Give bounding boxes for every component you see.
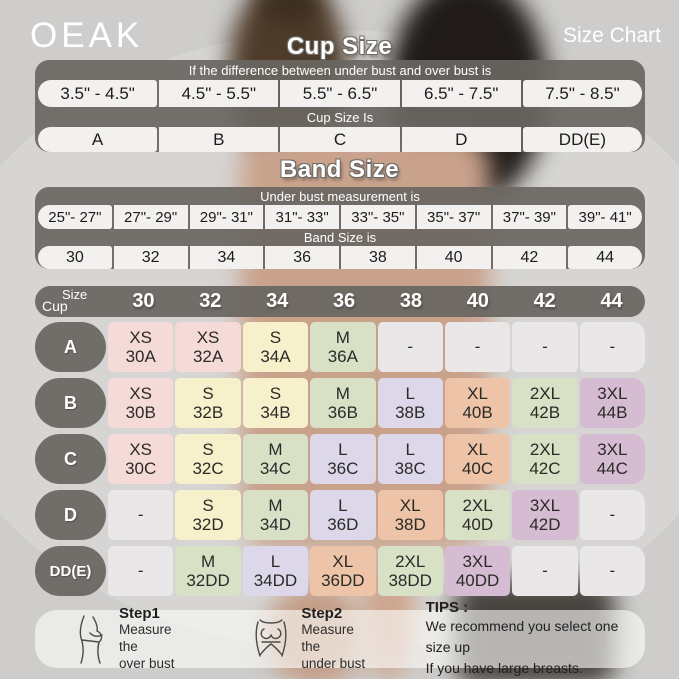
band-range-cell: 29"- 31" [190, 205, 264, 229]
matrix-cell [512, 434, 577, 484]
matrix-cell [378, 378, 443, 428]
matrix-cell [175, 378, 240, 428]
band-number-cell: 40 [417, 246, 491, 269]
cell-size: M [335, 327, 350, 347]
cell-code: 32D [192, 515, 224, 534]
cell-size: M [335, 383, 350, 403]
cell-size: - [609, 561, 616, 581]
row-label: DD(E) [35, 546, 106, 596]
matrix-cell [243, 434, 308, 484]
cell-size: - [407, 337, 414, 357]
row-label: D [35, 490, 106, 540]
matrix-row-d [35, 490, 645, 540]
cup-letter-cell: DD(E) [523, 127, 642, 152]
cell-size: M [268, 495, 283, 515]
matrix-cell [310, 546, 375, 596]
band-range-cell: 37"- 39" [493, 205, 567, 229]
band-range-cell: 25"- 27" [38, 205, 112, 229]
cell-code: 38C [394, 459, 426, 478]
matrix-cell [378, 322, 443, 372]
matrix-cell [580, 378, 645, 428]
matrix-cell [243, 490, 308, 540]
cell-size: M [200, 551, 216, 571]
cell-code: 32C [192, 459, 224, 478]
tips-text [426, 599, 645, 679]
band-range-cell: 39"- 41" [568, 205, 642, 229]
matrix-cell [243, 322, 308, 372]
band-range-cell: 27"- 29" [114, 205, 188, 229]
cell-code: 34DD [253, 571, 298, 590]
matrix-column-header: 38 [399, 290, 423, 312]
tips-line2: If you have large breasts. [425, 660, 583, 676]
matrix-cell [108, 490, 173, 540]
band-range-cell: 35"- 37" [417, 205, 491, 229]
matrix-cell [445, 322, 510, 372]
matrix-cell [512, 378, 577, 428]
matrix-row-c [35, 434, 645, 484]
cell-size: XL [467, 383, 488, 403]
cell-size: - [542, 561, 548, 581]
matrix-row-a [35, 322, 645, 372]
tips-line1: We recommend you select one size up [425, 618, 619, 655]
step1-line1: Measure the [119, 622, 172, 655]
matrix-cell [512, 322, 577, 372]
cell-size: S [269, 327, 282, 347]
cell-size: S [202, 495, 214, 515]
step1-text [119, 605, 187, 673]
matrix-cell [108, 378, 173, 428]
matrix-cell [108, 546, 173, 596]
cell-code: 38DD [388, 571, 432, 590]
cell-size: - [137, 505, 144, 525]
cell-size: - [542, 337, 548, 357]
band-number-row [35, 246, 645, 269]
row-label: C [35, 434, 106, 484]
band-number-cell: 38 [341, 246, 415, 269]
matrix-column-header: 34 [266, 290, 289, 312]
cell-code: 30B [125, 403, 156, 422]
matrix-cell [175, 322, 240, 372]
cell-code: 40DD [455, 571, 500, 590]
cell-code: 40B [462, 403, 493, 422]
matrix-cell [175, 490, 240, 540]
step2-line1: Measure the [301, 622, 354, 655]
matrix-cell [243, 378, 308, 428]
matrix-column-header: 30 [132, 290, 155, 312]
cell-code: 30A [125, 347, 156, 366]
cup-range-cell: 5.5" - 6.5" [280, 80, 399, 107]
matrix-cell [243, 546, 308, 596]
cell-code: 44B [597, 403, 628, 422]
row-label: A [35, 322, 106, 372]
cell-code: 44C [596, 459, 628, 478]
band-number-cell: 44 [568, 246, 642, 269]
cell-code: 40D [461, 515, 494, 534]
cell-size: L [405, 439, 415, 459]
cell-size: 3XL [462, 551, 493, 571]
band-range-cell: 33"- 35" [341, 205, 415, 229]
row-label: B [35, 378, 106, 428]
cup-letter-cell: D [402, 127, 521, 152]
matrix-column-header: 32 [199, 290, 222, 312]
cell-code: 34C [259, 459, 292, 478]
cell-size: XS [129, 327, 153, 347]
matrix-column-header: 36 [332, 290, 356, 312]
matrix-corner-label [35, 286, 110, 317]
cell-size: L [270, 551, 281, 571]
cup-range-cell: 7.5" - 8.5" [523, 80, 642, 107]
matrix-cell [580, 434, 645, 484]
cell-code: 36D [327, 515, 359, 534]
cup-letter-cell: A [38, 127, 157, 152]
cup-range-cell: 6.5" - 7.5" [402, 80, 521, 107]
cell-code: 30C [125, 459, 157, 478]
cell-code: 34A [260, 347, 291, 366]
matrix-cell [175, 546, 240, 596]
cell-code: 42D [529, 515, 561, 534]
band-number-cell: 42 [493, 246, 567, 269]
cell-size: XL [399, 495, 421, 515]
band-size-table [35, 187, 645, 269]
cell-code: 42C [529, 459, 561, 478]
step2-text [301, 605, 369, 673]
cup-letter-cell: C [280, 127, 399, 152]
cell-code: 42B [529, 403, 561, 422]
cup-range-cell: 4.5" - 5.5" [159, 80, 278, 107]
matrix-cell [445, 546, 510, 596]
matrix-cell [445, 490, 510, 540]
cell-code: 32DD [186, 571, 230, 590]
band-number-cell: 32 [114, 246, 188, 269]
matrix-cell [580, 546, 645, 596]
cell-size: 2XL [529, 383, 561, 403]
matrix-cell [310, 434, 375, 484]
step1-line2: over bust [119, 655, 175, 671]
cell-size: L [405, 383, 415, 403]
cell-size: 2XL [529, 439, 561, 459]
matrix-cell [108, 322, 173, 372]
matrix-cell [310, 490, 375, 540]
cell-size: L [338, 439, 348, 459]
matrix-cell [310, 378, 375, 428]
cell-code: 38B [395, 403, 426, 422]
step1-figure-icon [67, 614, 111, 664]
matrix-cell [310, 322, 375, 372]
cell-code: 36DD [321, 571, 365, 590]
cell-size: S [202, 439, 214, 459]
cell-size: - [609, 337, 616, 357]
cell-size: 2XL [395, 551, 426, 571]
cell-size: 3XL [597, 383, 628, 403]
cell-size: M [268, 439, 283, 459]
matrix-row-dde [35, 546, 645, 596]
band-size-condition: Under bust measurement is [260, 188, 420, 204]
cell-size: 2XL [462, 495, 493, 515]
matrix-cell [378, 490, 443, 540]
cell-size: S [269, 383, 282, 403]
cell-code: 34D [259, 515, 292, 534]
band-range-row [35, 205, 645, 229]
matrix-header-row [35, 286, 645, 317]
cell-size: - [474, 337, 481, 357]
band-number-cell: 34 [190, 246, 264, 269]
cell-code: 38D [394, 515, 426, 534]
cup-size-heading: Cup Size [286, 33, 393, 60]
cell-code: 36B [327, 403, 358, 422]
tips-title: TIPS : [425, 599, 469, 616]
matrix-column-header: 44 [600, 290, 623, 312]
cell-size: XL [467, 439, 488, 459]
measurement-tips-panel [35, 599, 645, 676]
cell-size: 3XL [597, 439, 628, 459]
matrix-cell [445, 434, 510, 484]
cup-size-condition: If the difference between under bust and over bust is [188, 62, 492, 78]
cell-code: 32A [192, 347, 224, 366]
step2-figure-icon [249, 614, 293, 664]
step2-title: Step2 [301, 605, 343, 623]
band-number-cell: 36 [265, 246, 339, 269]
cell-size: 3XL [529, 495, 561, 515]
matrix-cell [378, 434, 443, 484]
band-size-heading: Band Size [279, 156, 400, 183]
step1-title: Step1 [119, 605, 160, 623]
cup-size-table [35, 60, 645, 152]
step2-line2: under bust [301, 655, 366, 671]
cell-code: 36A [327, 347, 358, 366]
matrix-cell [580, 322, 645, 372]
cup-result-label: Cup Size Is [306, 109, 374, 125]
matrix-column-header: 42 [533, 290, 556, 312]
matrix-column-header: 40 [466, 290, 489, 312]
matrix-cell [512, 546, 577, 596]
cup-range-cell: 3.5" - 4.5" [38, 80, 157, 107]
cell-size: XL [332, 551, 354, 571]
cell-size: - [137, 561, 144, 581]
brand-logo: OEAK [30, 16, 144, 55]
matrix-cell [378, 546, 443, 596]
cell-size: XS [129, 439, 153, 459]
cup-range-row [35, 80, 645, 107]
page-title: Size Chart [562, 24, 661, 47]
cell-size: XS [196, 327, 220, 347]
band-range-cell: 31"- 33" [265, 205, 339, 229]
cell-code: 40C [461, 459, 494, 478]
band-result-label: Band Size is [303, 230, 377, 245]
cup-letter-row [35, 127, 645, 152]
corner-size-label: Size [62, 287, 88, 302]
cup-letter-cell: B [159, 127, 278, 152]
cell-size: S [202, 383, 214, 403]
matrix-cell [580, 490, 645, 540]
matrix-cell [512, 490, 577, 540]
matrix-cell [108, 434, 173, 484]
corner-cup-label: Cup [42, 298, 68, 314]
cell-size: - [609, 505, 616, 525]
matrix-cell [175, 434, 240, 484]
matrix-row-b [35, 378, 645, 428]
cell-code: 32B [192, 403, 224, 422]
cell-code: 34B [260, 403, 291, 422]
band-number-cell: 30 [38, 246, 112, 269]
cell-code: 36C [327, 459, 359, 478]
matrix-cell [445, 378, 510, 428]
cell-size: L [338, 495, 348, 515]
cell-size: XS [129, 383, 153, 403]
